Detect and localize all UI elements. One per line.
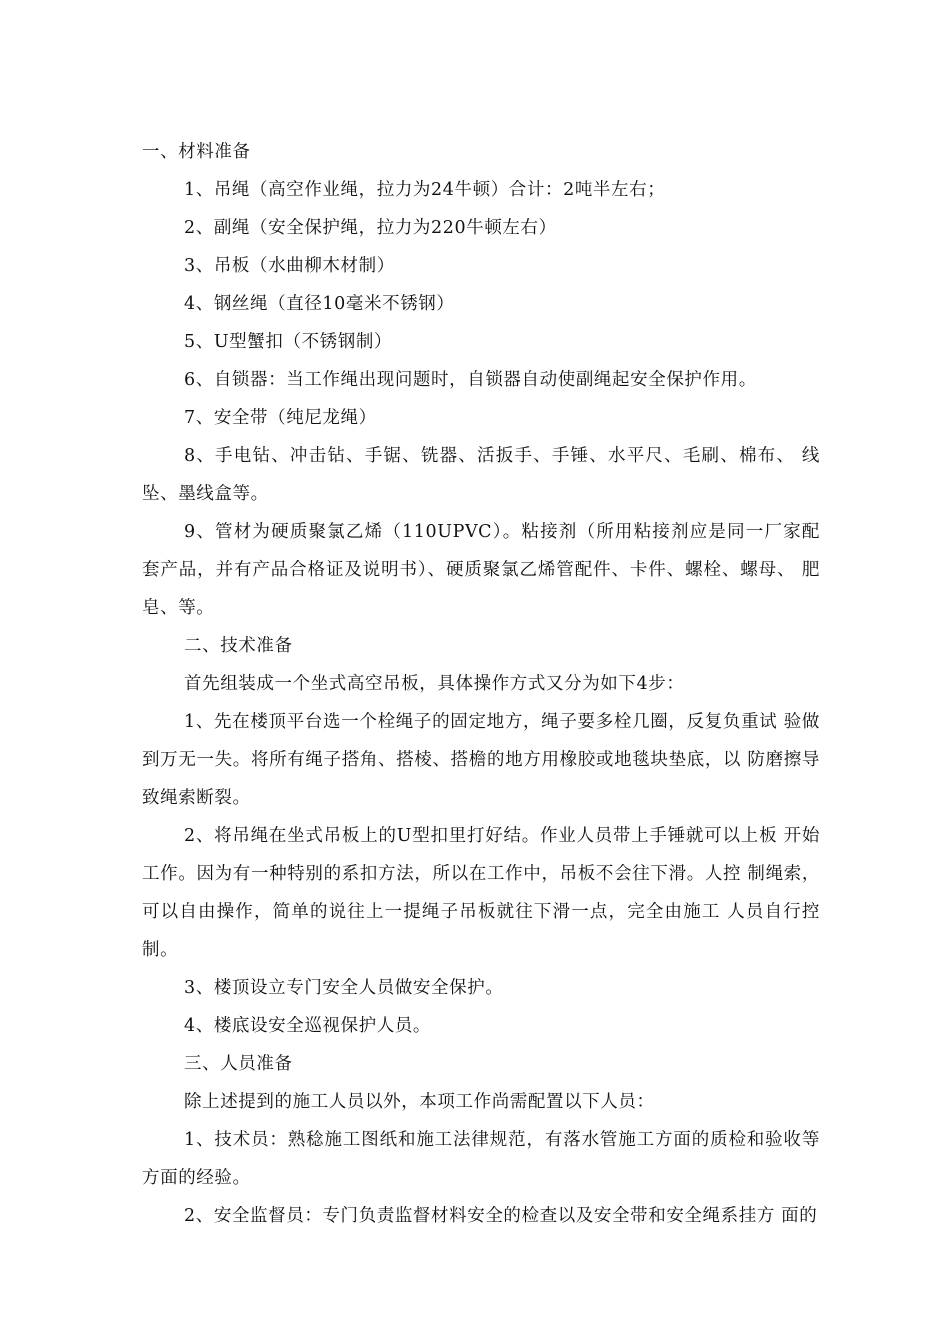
list-item: 6、自锁器：当工作绳出现问题时，自锁器自动使副绳起安全保护作用。 [184,370,757,390]
list-item: 4、钢丝绳（直径10毫米不锈钢） [184,294,455,314]
list-item: 2、副绳（安全保护绳，拉力为220牛顿左右） [184,218,557,238]
list-item: 2、将吊绳在坐式吊板上的U型扣里打好结。作业人员带上手锤就可以上板 开始工作。因为有一种特别的系扣方法，所以在工作中，吊板不会往下滑。人控 制绳索，可以自由操作，简单的说往上一提绳子吊板就往下滑一点，完全由施工 人员自行控制。 [142,826,820,960]
list-item: 4、楼底设安全巡视保护人员。 [184,1016,432,1036]
section-heading-materials: 一、材料准备 [142,142,251,162]
document-body [142,133,820,1235]
list-item: 1、先在楼顶平台选一个栓绳子的固定地方，绳子要多栓几圈，反复负重试 验做到万无一失。将所有绳子搭角、搭棱、搭檐的地方用橡胶或地毯块垫底，以 防磨擦导致绳索断裂。 [142,712,820,808]
paragraph: 首先组装成一个坐式高空吊板，具体操作方式又分为如下4步： [184,674,685,694]
list-item: 5、U型蟹扣（不锈钢制） [184,332,393,352]
list-item: 9、管材为硬质聚氯乙烯（110UPVC）。粘接剂（所用粘接剂应是同一厂家配 套产品，并有产品合格证及说明书）、硬质聚氯乙烯管配件、卡件、螺栓、螺母、 肥皂、等。 [142,522,820,618]
list-item: 8、手电钻、冲击钻、手锯、铣器、活扳手、手锤、水平尺、毛刷、棉布、 线坠、墨线盒等。 [142,446,820,504]
list-item: 7、安全带（纯尼龙绳） [184,408,377,428]
section-heading-technical: 二、技术准备 [184,636,293,656]
list-item: 3、吊板（水曲柳木材制） [184,256,395,276]
section-heading-personnel: 三、人员准备 [184,1054,293,1074]
list-item: 1、吊绳（高空作业绳，拉力为24牛顿）合计：2吨半左右； [184,180,666,200]
list-item: 1、技术员：熟稔施工图纸和施工法律规范，有落水管施工方面的质检和验收等方面的经验。 [142,1130,820,1188]
paragraph: 除上述提到的施工人员以外，本项工作尚需配置以下人员： [184,1092,655,1112]
list-item: 3、楼顶设立专门安全人员做安全保护。 [184,978,504,998]
list-item: 2、安全监督员：专门负责监督材料安全的检查以及安全带和安全绳系挂方 面的 [184,1206,818,1226]
